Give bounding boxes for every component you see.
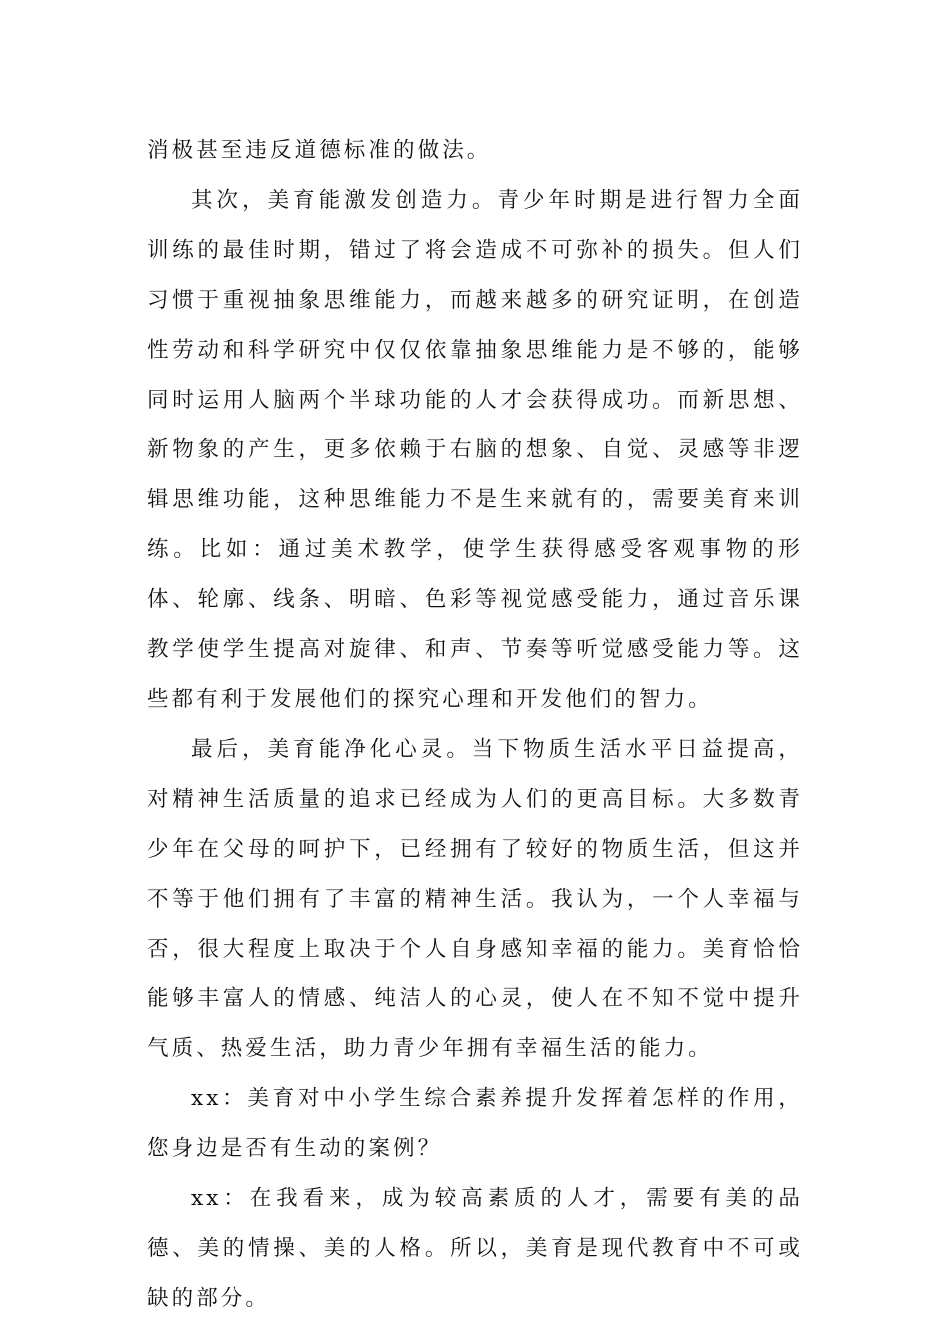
paragraph-1: 消极甚至违反道德标准的做法。 (147, 138, 492, 163)
paragraph-5-answer: xx：在我看来，成为较高素质的人才，需要有美的品德、美的情操、美的人格。所以，美育是现代教育中不可或缺的部分。 (147, 1186, 803, 1311)
paragraph-2: 其次，美育能激发创造力。青少年时期是进行智力全面训练的最佳时期，错过了将会造成不可弥补的损失。但人们习惯于重视抽象思维能力，而越来越多的研究证明，在创造性劳动和科学研究中仅仅依靠抽象思维能力是不够的，能够同时运用人脑两个半球功能的人才会获得成功。而新思想、新物象的产生，更多依赖于右脑的想象、自觉、灵感等非逻辑思维功能，这种思维能力不是生来就有的，需要美育来训练。比如：通过美术教学，使学生获得感受客观事物的形体、轮廓、线条、明暗、色彩等视觉感受能力，通过音乐课教学使学生提高对旋律、和声、节奏等听觉感受能力等。这些都有利于发展他们的探究心理和开发他们的智力。 (147, 187, 803, 712)
paragraph-4-question: xx：美育对中小学生综合素养提升发挥着怎样的作用，您身边是否有生动的案例？ (147, 1086, 803, 1162)
paragraph-3: 最后，美育能净化心灵。当下物质生活水平日益提高，对精神生活质量的追求已经成为人们的更高目标。大多数青少年在父母的呵护下，已经拥有了较好的物质生活，但这并不等于他们拥有了丰富的精神生活。我认为，一个人幸福与否，很大程度上取决于个人自身感知幸福的能力。美育恰恰能够丰富人的情感、纯洁人的心灵，使人在不知不觉中提升气质、热爱生活，助力青少年拥有幸福生活的能力。 (147, 736, 803, 1062)
document-body (147, 126, 803, 1324)
